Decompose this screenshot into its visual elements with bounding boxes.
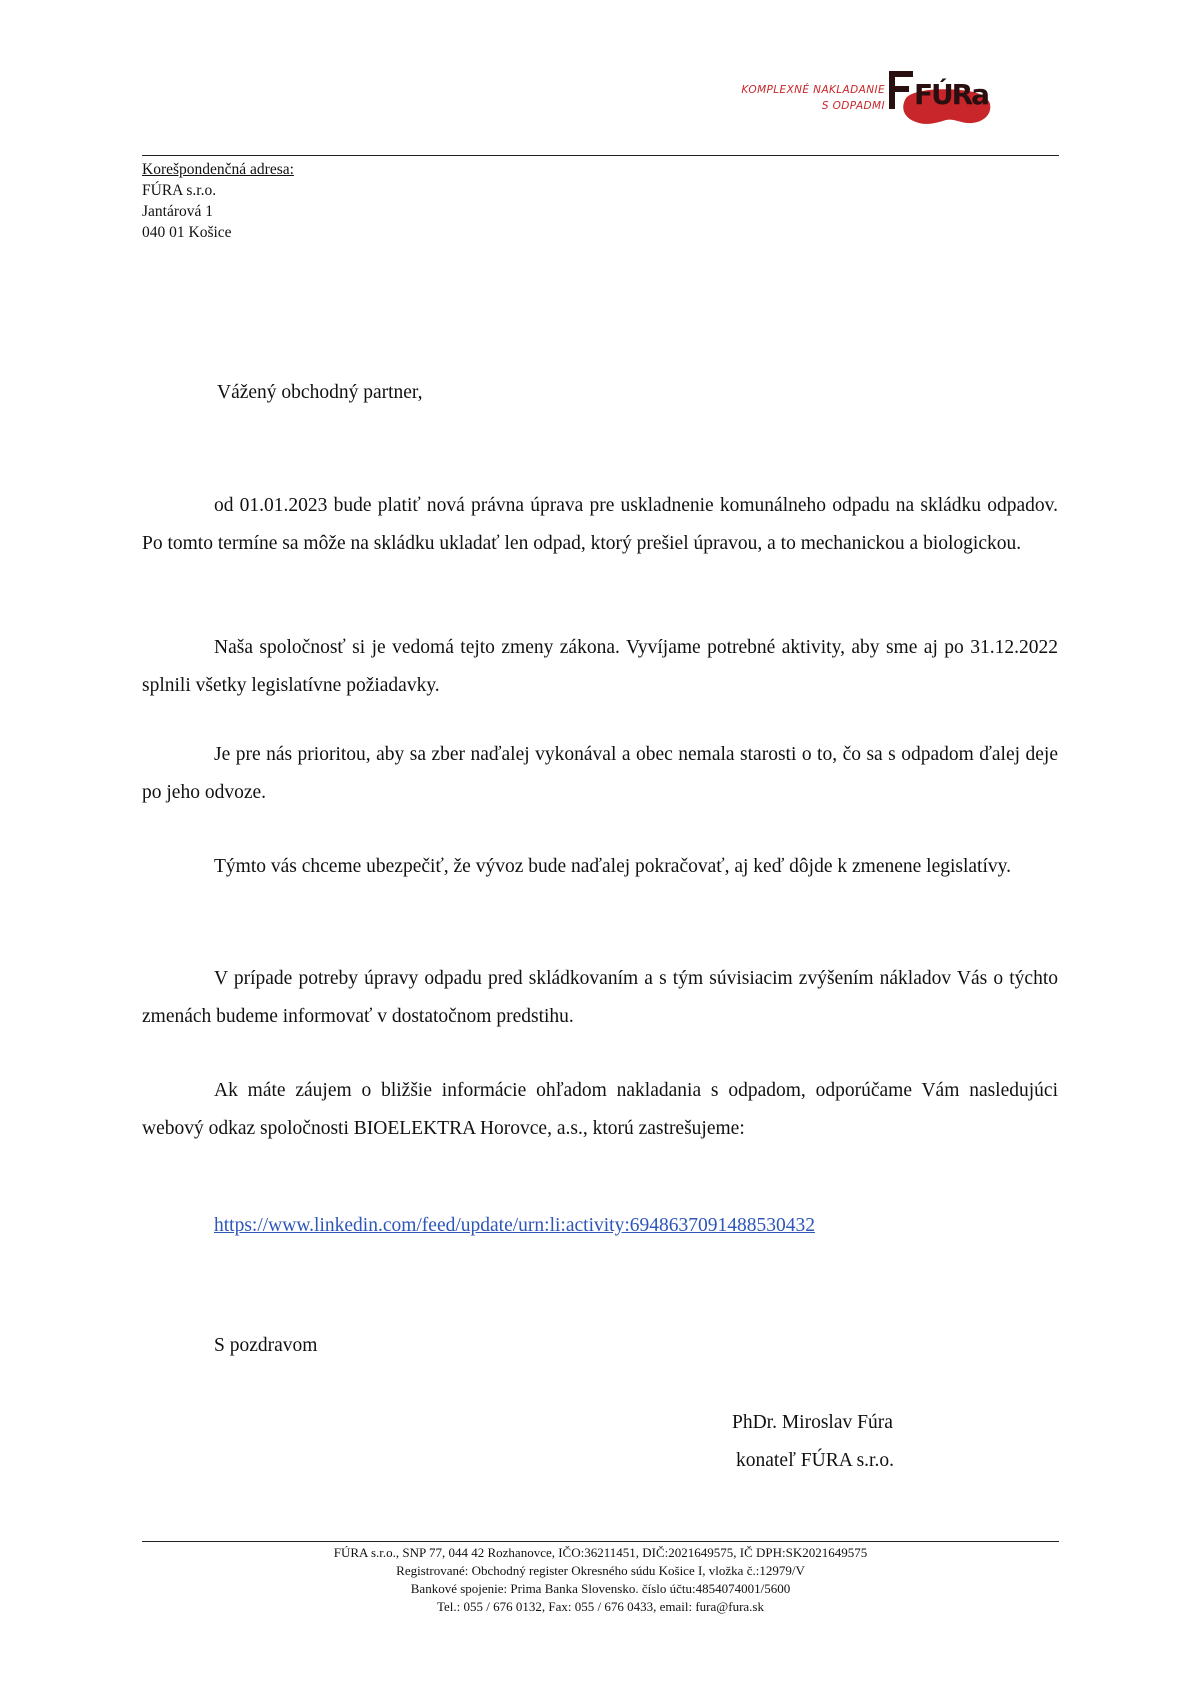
header-divider bbox=[142, 155, 1059, 156]
body-paragraph-5: V prípade potreby úpravy odpadu pred skládkovaním a s tým súvisiacim zvýšením nákladov Vás o týchto zmenách budeme informovať v dostatočnom predstihu. bbox=[142, 968, 1058, 1027]
footer-line-bank: Bankové spojenie: Prima Banka Slovensko. číslo účtu:4854074001/5600 bbox=[410, 1581, 791, 1596]
logo-brand-text: FÚRa bbox=[914, 78, 990, 111]
footer-line-company: FÚRA s.r.o., SNP 77, 044 42 Rozhanovce, IČO:36211451, DIČ:2021649575, IČ DPH:SK2021649575 bbox=[333, 1545, 868, 1560]
company-footer bbox=[142, 1544, 1059, 1616]
address-city: 040 01 Košice bbox=[142, 224, 232, 241]
footer-line-contact: Tel.: 055 / 676 0132, Fax: 055 / 676 0433, email: fura@fura.sk bbox=[437, 1599, 764, 1614]
logo-slogan bbox=[700, 82, 885, 114]
correspondence-address bbox=[142, 159, 294, 243]
footer-divider bbox=[142, 1541, 1059, 1542]
closing-greeting: S pozdravom bbox=[214, 1335, 318, 1356]
address-company: FÚRA s.r.o. bbox=[142, 182, 217, 199]
body-paragraph-3: Je pre nás prioritou, aby sa zber naďalej vykonával a obec nemala starosti o to, čo sa s odpadom ďalej deje po jeho odvoze. bbox=[142, 744, 1058, 803]
body-paragraph-2: Naša spoločnosť si je vedomá tejto zmeny zákona. Vyvíjame potrebné aktivity, aby sme aj po 31.12.2022 splnili všetky legislatívne požiadavky. bbox=[142, 637, 1058, 696]
body-paragraph-1: od 01.01.2023 bude platiť nová právna úprava pre uskladnenie komunálneho odpadu na skládku odpadov. Po tomto termíne sa môže na skládku ukladať len odpad, ktorý prešiel úpravou, a to mechanickou a biologickou. bbox=[142, 495, 1058, 554]
address-label: Korešpondenčná adresa: bbox=[142, 161, 294, 178]
linkedin-link[interactable]: https://www.linkedin.com/feed/update/urn:li:activity:6948637091488530432 bbox=[214, 1215, 815, 1236]
logo-slogan-line1: KOMPLEXNÉ NAKLADANIE bbox=[741, 84, 885, 96]
body-paragraph-4: Týmto vás chceme ubezpečiť, že vývoz bude naďalej pokračovať, aj keď dôjde k zmenene legislatívy. bbox=[214, 856, 1012, 877]
body-paragraph-6: Ak máte záujem o bližšie informácie ohľadom nakladania s odpadom, odporúčame Vám nasledujúci webový odkaz spoločnosti BIOELEKTRA Horovce, a.s., ktorú zastrešujeme: bbox=[142, 1080, 1058, 1139]
logo-slogan-line2: S ODPADMI bbox=[821, 100, 885, 112]
signature-title: konateľ FÚRA s.r.o. bbox=[736, 1450, 894, 1471]
signature-name: PhDr. Miroslav Fúra bbox=[732, 1412, 893, 1433]
address-street: Jantárová 1 bbox=[142, 203, 214, 220]
footer-line-registry: Registrované: Obchodný register Okresného súdu Košice I, vložka č.:12979/V bbox=[396, 1563, 805, 1578]
company-logo bbox=[700, 68, 1010, 128]
fura-logo-mark-icon bbox=[888, 68, 998, 128]
salutation: Vážený obchodný partner, bbox=[217, 382, 423, 403]
